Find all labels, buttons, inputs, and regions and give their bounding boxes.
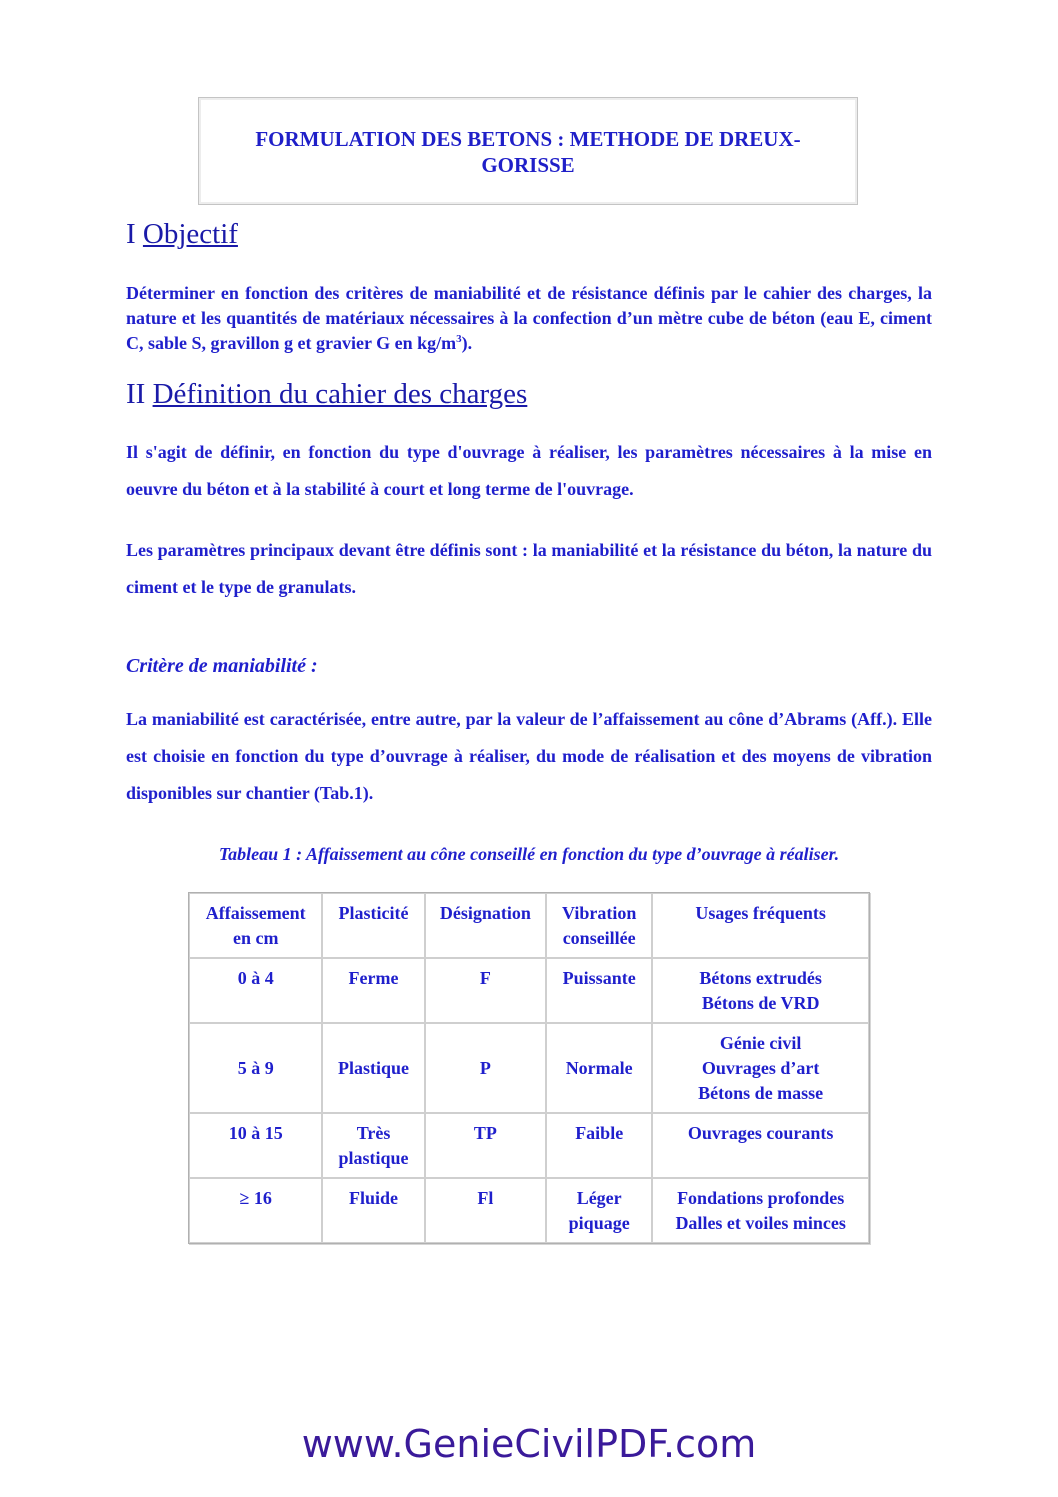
cell-plasticite: Fluide: [322, 1178, 424, 1243]
section-heading-cahier: [126, 378, 527, 411]
title-line-1: FORMULATION DES BETONS : METHODE DE DREUX-: [255, 127, 801, 151]
slump-table: [188, 892, 870, 1244]
cell-affaissement: 0 à 4: [189, 958, 322, 1023]
objective-superscript: 3: [456, 333, 462, 345]
header-plasticite: Plasticité: [322, 893, 424, 958]
cahier-paragraph-1: Il s'agit de définir, en fonction du type d'ouvrage à réaliser, les paramètres nécessaires à la mise en oeuvre du béton et à la stabilité à court et long terme de l'ouvrage.: [126, 442, 932, 499]
cell-plasticite: Plastique: [322, 1023, 424, 1113]
objective-text-end: ).: [461, 333, 473, 353]
cell-usages: Fondations profondes Dalles et voiles minces: [652, 1178, 869, 1243]
header-designation: Désignation: [425, 893, 546, 958]
cell-designation: F: [425, 958, 546, 1023]
cell-vibration: Puissante: [546, 958, 652, 1023]
cell-usages: Bétons extrudés Bétons de VRD: [652, 958, 869, 1023]
cell-vibration: Léger piquage: [546, 1178, 652, 1243]
cahier-paragraph-2: Les paramètres principaux devant être définis sont : la maniabilité et la résistance du béton, la nature du ciment et le type de granulats.: [126, 540, 932, 597]
header-vibration: Vibration conseillée: [546, 893, 652, 958]
table-row: [189, 1113, 869, 1178]
cell-vibration: Faible: [546, 1113, 652, 1178]
objective-paragraph: [126, 281, 932, 356]
section-heading-objectif: [126, 218, 238, 251]
cell-designation: TP: [425, 1113, 546, 1178]
title-box: [198, 97, 858, 205]
criterion-heading: Critère de maniabilité :: [126, 655, 318, 677]
cell-plasticite: Très plastique: [322, 1113, 424, 1178]
table-header-row: [189, 893, 869, 958]
table-row: [189, 1178, 869, 1243]
objective-text: Déterminer en fonction des critères de maniabilité et de résistance définis par le cahier des charges, la nature et les quantités de matériaux nécessaires à la confection d’un mètre cube de béton (eau E, ciment C, sable S, gravillon g et gravier G en kg/m: [126, 283, 932, 353]
table-row: [189, 958, 869, 1023]
criterion-paragraph: La maniabilité est caractérisée, entre autre, par la valeur de l’affaissement au cône d’Abrams (Aff.). Elle est choisie en fonction du type d’ouvrage à réaliser, du mode de réalisation et des moyens de vibration disponibles sur chantier (Tab.1).: [126, 709, 932, 803]
cell-designation: P: [425, 1023, 546, 1113]
table-row: [189, 1023, 869, 1113]
table-caption: Tableau 1 : Affaissement au cône conseillé en fonction du type d’ouvrage à réaliser.: [218, 844, 840, 864]
section-title-link[interactable]: Objectif: [142, 218, 238, 250]
header-usages: Usages fréquents: [652, 893, 869, 958]
cell-affaissement: ≥ 16: [189, 1178, 322, 1243]
document-title: [209, 126, 847, 178]
cell-affaissement: 5 à 9: [189, 1023, 322, 1113]
section-title-link[interactable]: Définition du cahier des charges: [152, 378, 528, 410]
footer-website-link[interactable]: www.GenieCivilPDF.com: [301, 1422, 757, 1466]
cell-usages: Ouvrages courants: [652, 1113, 869, 1178]
section-number: II: [126, 378, 146, 410]
title-line-2: GORISSE: [481, 153, 575, 177]
cell-affaissement: 10 à 15: [189, 1113, 322, 1178]
cell-vibration: Normale: [546, 1023, 652, 1113]
cell-plasticite: Ferme: [322, 958, 424, 1023]
section-number: I: [126, 218, 136, 250]
cell-designation: Fl: [425, 1178, 546, 1243]
cell-usages: Génie civil Ouvrages d’art Bétons de masse: [652, 1023, 869, 1113]
header-affaissement: Affaissement en cm: [189, 893, 322, 958]
